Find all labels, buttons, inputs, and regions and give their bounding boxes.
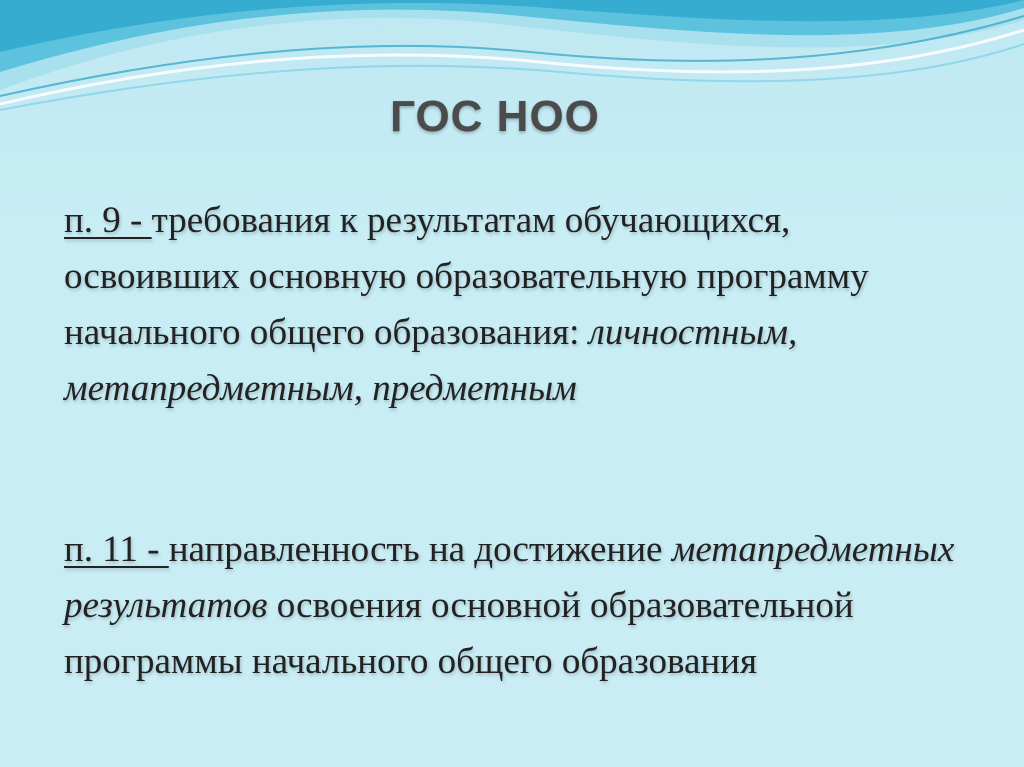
slide-title: ГОС НОО [390, 92, 600, 141]
paragraph-11-text-b: освоения основной образовательной программы начального общего образования [64, 585, 854, 682]
paragraph-9-text: требования к результатам обучающихся, освоивших основную образовательную программу начального общего образования: [64, 200, 869, 353]
paragraph-11 [64, 522, 964, 690]
paragraph-9-italic: личностным, метапредметным, предметным [64, 312, 798, 409]
paragraph-11-text-a: направленность на достижение [168, 529, 672, 570]
paragraph-11-italic: метапредметных результатов [64, 529, 955, 626]
clause-ref-9: п. 9 - [64, 200, 152, 241]
clause-ref-11: п. 11 - [64, 529, 169, 570]
paragraph-9 [64, 193, 964, 417]
